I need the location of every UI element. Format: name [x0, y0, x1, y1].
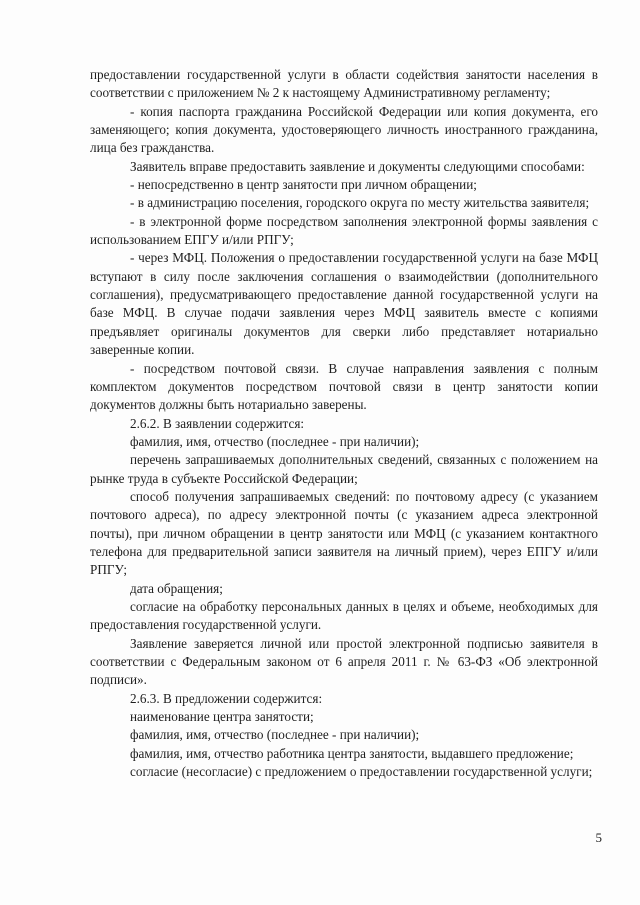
paragraph-passport-copy: - копия паспорта гражданина Российской Федерации или копия документа, его заменяющего; копия документа, удостоверяющего личность иностранного гражданина, лица без гражданства. [90, 103, 598, 156]
paragraph-signature: Заявление заверяется личной или простой электронной подписью заявителя в соответствии с Федеральным законом от 6 апреля 2011 г. № 63-ФЗ «Об электронной подписи». [90, 635, 598, 688]
paragraph-continuation: предоставлении государственной услуги в области содействия занятости населения в соответствии с приложением № 2 к настоящему Административному регламенту; [90, 67, 598, 101]
paragraph-method-post: - посредством почтовой связи. В случае направления заявления с полным комплектом документов посредством почтовой связи в центр занятости копии документов должны быть нотариально заверены. [90, 360, 598, 413]
paragraph-method-electronic: - в электронной форме посредством заполнения электронной формы заявления с использованием ЕПГУ и/или РПГУ; [90, 213, 598, 248]
paragraph-full-name: фамилия, имя, отчество (последнее - при наличии); [130, 433, 420, 449]
paragraph-method-mfc: - через МФЦ. Положения о предоставлении государственной услуги на базе МФЦ вступают в силу после заключения соглашения о взаимодействии (дополнительного соглашения), предусматривающего предоставление данной государственной услуги на базе МФЦ. В случае подачи заявления через МФЦ заявитель вместе с копиями предъявляет оригиналы документов для сверки либо представляет нотариально заверенные копии. [90, 250, 598, 358]
paragraph-method-in-person: - непосредственно в центр занятости при личном обращении; [130, 177, 477, 193]
page-number: 5 [595, 830, 602, 845]
paragraph-full-name-2: фамилия, имя, отчество (последнее - при наличии); [130, 727, 420, 743]
paragraph-method-administration: - в администрацию поселения, городского округа по месту жительства заявителя; [130, 195, 590, 211]
paragraph-date: дата обращения; [130, 580, 223, 596]
document-body [90, 66, 598, 781]
paragraph-submission-methods: Заявитель вправе предоставить заявление и документы следующими способами: [130, 158, 585, 174]
section-heading-2-6-2: 2.6.2. В заявлении содержится: [130, 415, 305, 431]
paragraph-agreement: согласие (несогласие) с предложением о предоставлении государственной услуги; [130, 764, 593, 780]
paragraph-delivery-method: способ получения запрашиваемых сведений: по почтовому адресу (с указанием почтового адреса), по адресу электронной почты (с указанием адреса электронной почты), при личном обращении в центр занятости или МФЦ (с указанием контактного телефона для предварительной записи заявителя на личный прием), через ЕПГУ и/или РПГУ; [90, 488, 598, 578]
paragraph-employee-name: фамилия, имя, отчество работника центра занятости, выдавшего предложение; [130, 745, 574, 761]
paragraph-requested-info: перечень запрашиваемых дополнительных сведений, связанных с положением на рынке труда в субъекте Российской Федерации; [90, 452, 598, 486]
paragraph-consent: согласие на обработку персональных данных в целях и объеме, необходимых для предоставления государственной услуги. [90, 598, 598, 633]
paragraph-center-name: наименование центра занятости; [130, 709, 314, 725]
section-heading-2-6-3: 2.6.3. В предложении содержится: [130, 690, 323, 706]
